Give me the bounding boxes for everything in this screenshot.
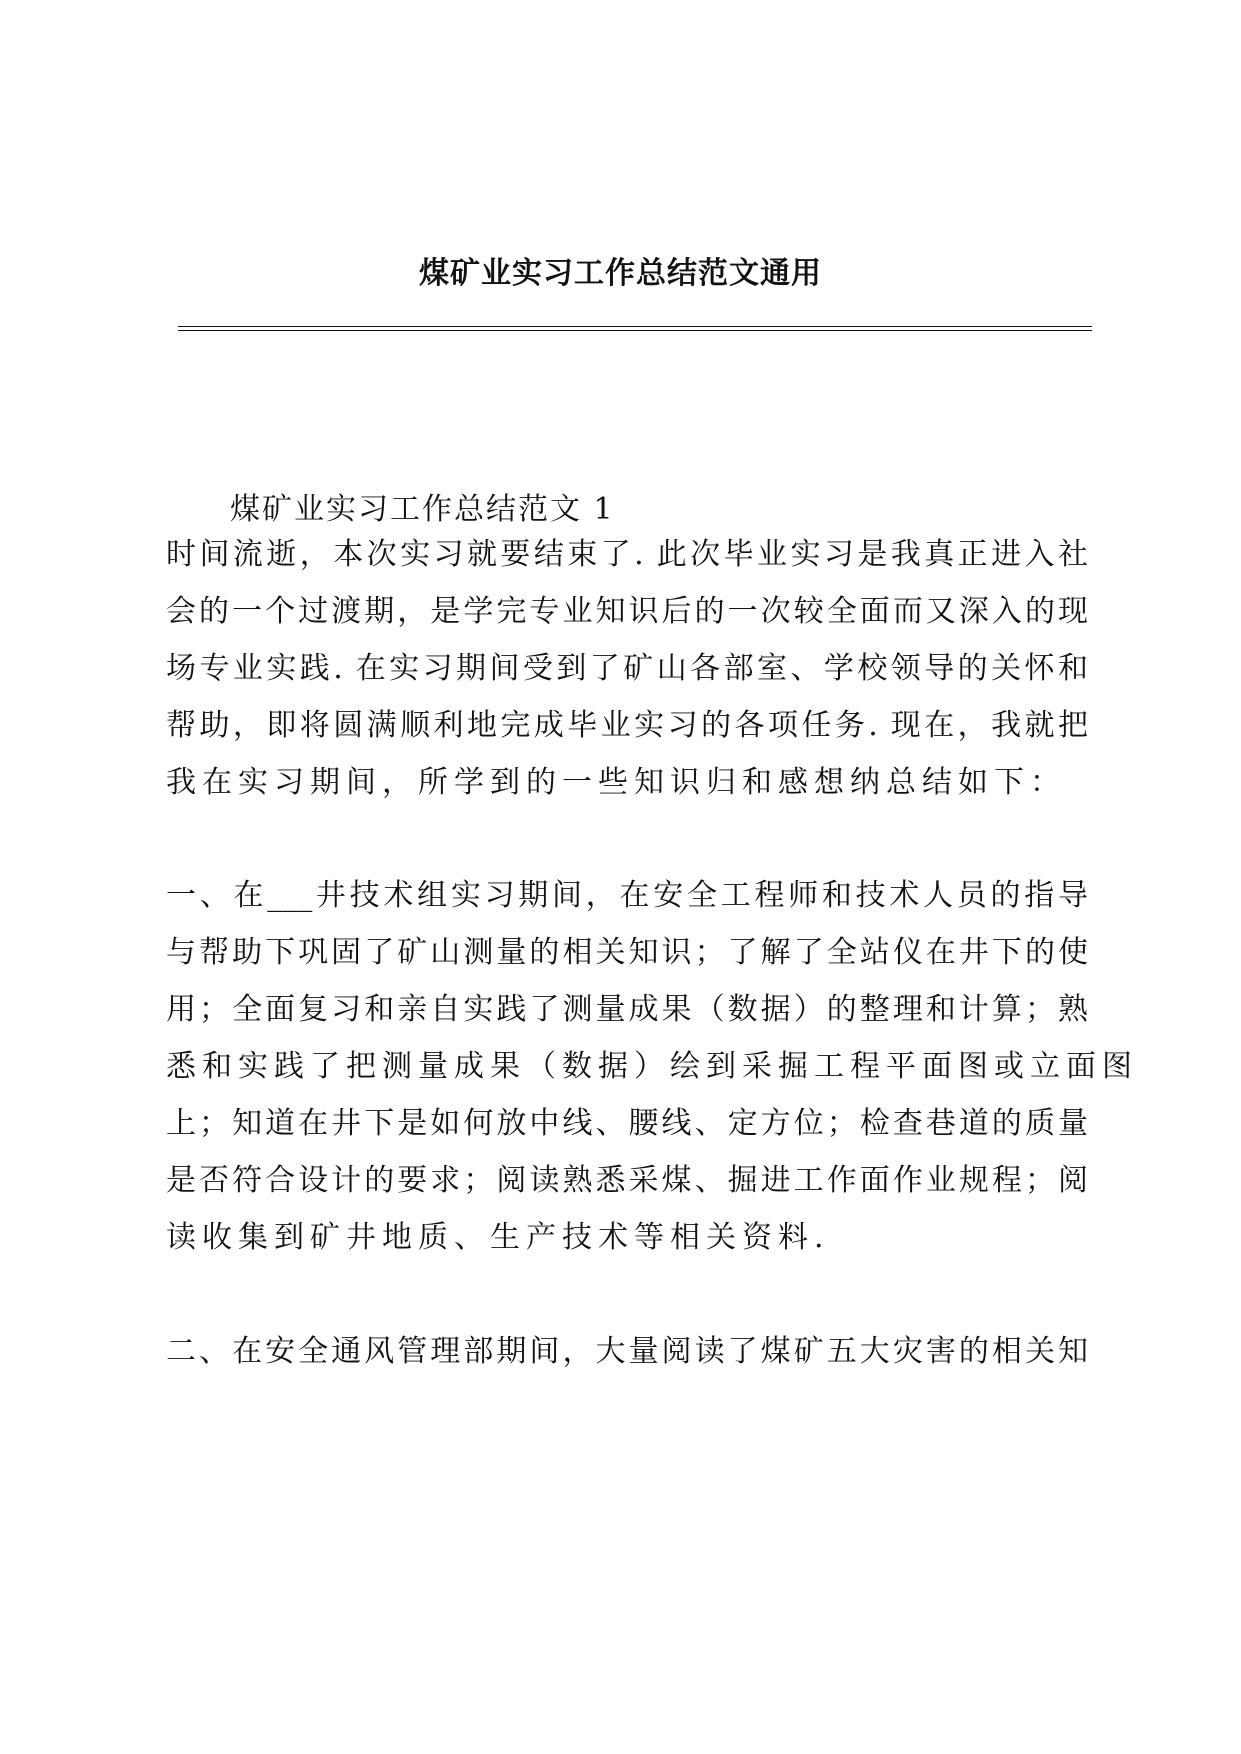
paragraph-2-line-6: 是否符合设计的要求；阅读熟悉采煤、掘进工作面作业规程；阅 [166, 1163, 1088, 1198]
section-heading: 煤矿业实习工作总结范文 1 [230, 492, 615, 527]
paragraph-2-line-7: 读收集到矿井地质、生产技术等相关资料. [166, 1220, 830, 1255]
paragraph-1-line-3: 场专业实践. 在实习期间受到了矿山各部室、学校领导的关怀和 [166, 651, 1088, 686]
title-double-rule [178, 326, 1092, 331]
document-title: 煤矿业实习工作总结范文通用 [419, 256, 822, 291]
paragraph-2-line-1: 一、在___井技术组实习期间，在安全工程师和技术人员的指导 [166, 878, 1088, 913]
paragraph-1-line-2: 会的一个过渡期，是学完专业知识后的一次较全面而又深入的现 [166, 594, 1088, 629]
paragraph-1-line-5: 我在实习期间，所学到的一些知识归和感想纳总结如下： [166, 765, 1066, 800]
paragraph-2-line-5: 上；知道在井下是如何放中线、腰线、定方位；检查巷道的质量 [166, 1106, 1088, 1141]
paragraph-1-line-4: 帮助，即将圆满顺利地完成毕业实习的各项任务. 现在，我就把 [166, 708, 1088, 743]
paragraph-2-line-4: 悉和实践了把测量成果（数据）绘到采掘工程平面图或立面图 [166, 1049, 1138, 1084]
paragraph-1-line-1: 时间流逝，本次实习就要结束了. 此次毕业实习是我真正进入社 [166, 537, 1088, 572]
paragraph-3-line-1: 二、在安全通风管理部期间，大量阅读了煤矿五大灾害的相关知 [166, 1334, 1088, 1369]
paragraph-2-line-3: 用；全面复习和亲自实践了测量成果（数据）的整理和计算；熟 [166, 992, 1088, 1027]
paragraph-2-line-2: 与帮助下巩固了矿山测量的相关知识；了解了全站仪在井下的使 [166, 935, 1088, 970]
